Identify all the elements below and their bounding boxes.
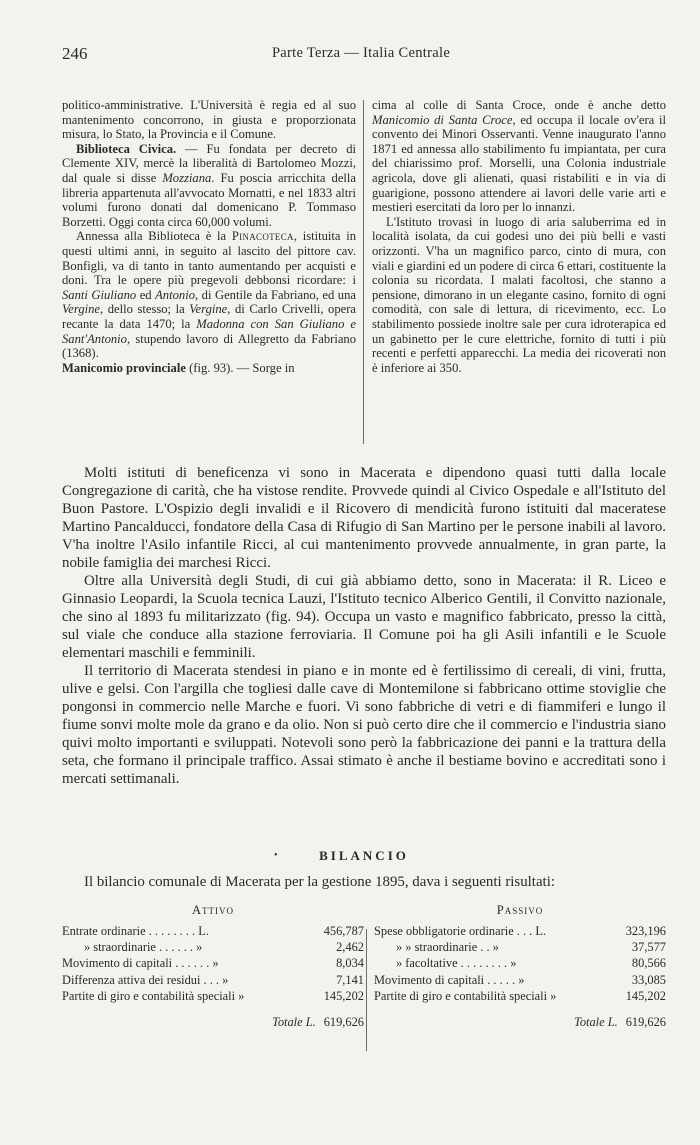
table-row: » facoltative . . . . . . . . » 80,566	[396, 956, 666, 971]
manicomio-paragraph-cont: cima al colle di Santa Croce, onde è anche detto Manicomio di Santa Croce, ed occupa il locale ov'era il convento dei Minori Osservanti. Venne inaugurato l'anno 1871 ed annessa allo stabilimento fu impiantata, per cura del chiarissimo prof. Morselli, una Colonia industriale agricola, dove gli alienati, quasi ristabiliti e in via di guarigione, possono attendere ai lavori delle varie arti e mestieri esercitati da loro per lo innanzi.	[372, 98, 666, 215]
manicomio-paragraph-start: Manicomio provinciale (fig. 93). — Sorge in	[62, 360, 295, 375]
manicomio-heading: Manicomio provinciale	[62, 360, 186, 375]
page-header	[62, 44, 660, 66]
table-row: » » straordinarie . . » 37,577	[396, 940, 666, 955]
table-row: » straordinarie . . . . . . » 2,462	[84, 940, 364, 955]
page-number: 246	[62, 44, 88, 63]
two-column-section	[62, 98, 666, 450]
table-divider	[366, 929, 367, 1051]
attivo-total: Totale L. 619,626	[272, 1014, 364, 1029]
bilancio-heading: BILANCIO	[319, 848, 409, 863]
left-column	[62, 98, 356, 375]
bilancio-intro: Il bilancio comunale di Macerata per la gestione 1895, dava i seguenti risultati:	[84, 874, 555, 890]
table-row: Partite di giro e contabilità speciali » 145,202	[62, 988, 364, 1003]
running-title: Parte Terza — Italia Centrale	[271, 45, 451, 61]
table-row: Movimento di capitali . . . . . » 33,085	[374, 972, 666, 987]
passivo-total: Totale L. 619,626	[574, 1014, 666, 1029]
istruzione-paragraph: Oltre alla Università degli Studi, di cui già abbiamo detto, sono in Macerata: il R. Liceo e Ginnasio Leopardi, la Scuola tecnica Lauzi, l'Istituto tecnico Alberico Gentili, il Convitto nazionale, che sino al 1893 fu militarizzato (fig. 94). Occupa un vasto e magnifico fabbricato, presso la città, sul viale che conduce alla stazione ferroviaria. Il Comune poi ha gli Asili infantili e le Scuole elementari maschili e femminili.	[62, 573, 666, 661]
attivo-heading: Attivo	[191, 903, 235, 917]
main-text	[62, 464, 666, 788]
university-paragraph: politico-amministrative. L'Università è regia ed al suo mantenimento concorrono, in giusta e proporzionata misura, lo Stato, la Provincia e il Comune.	[62, 98, 356, 142]
territorio-paragraph: Il territorio di Macerata stendesi in piano e in monte ed è fertilissimo di cereali, di vini, frutta, ulive e gelsi. Con l'argilla che togliesi dalle cave di Montemilone si fabbricano ottime stoviglie che pongonsi in commercio nelle Marche e fuori. Vi sono fabbriche di vetri e di fiammiferi e lungo il fiume sonvi molte mole da grano e da olio. Non si può certo dire che il commercio e l'industria siano quivi molto importanti e sviluppati. Notevoli sono però la fabbricazione dei panni e la trattura della seta, che formano il principale traffico. Assai stimato è anche il bestiame bovino e accreditati sono i mercati settimanali.	[62, 663, 666, 787]
table-row: Differenza attiva dei residui . . . » 7,141	[62, 972, 364, 987]
right-column	[372, 98, 666, 375]
passivo-column	[374, 903, 666, 1032]
table-row: Partite di giro e contabilità speciali » 145,202	[374, 988, 666, 1003]
pinacoteca-paragraph: Annessa alla Biblioteca è la Pinacoteca, istituita in questi ultimi anni, in seguito al lascito del pittore cav. Bonfigli, va di tanto in tanto aumentando per acquisti e doni. Tra le opere più pregevoli debbonsi ricordare: i Santi Giuliano ed Antonio, di Gentile da Fabriano, ed una Vergine, dello stesso; la Vergine, di Carlo Crivelli, opera recante la data 1470; la Madonna con San Giuliano e Sant'Antonio, stupendo lavoro di Allegretto da Fabriano (1368).	[62, 229, 357, 361]
table-row: Movimento di capitali . . . . . . » 8,034	[62, 956, 364, 971]
istituto-paragraph: L'Istituto trovasi in luogo di aria saluberrima ed in località isolata, da cui godesi uno dei più belli e vasti orizzonti. V'ha un magnifico parco, cinto di mura, con viali e giardini ed un podere di circa 6 ettari, costituente la colonia su ricordata. I malati facoltosi, che stanno a pensione, dimorano in un elegante casino, fornito di ogni comodità, con sale di lettura, di ricevimento, ecc. Lo stabilimento possiede inoltre sale per cura idroterapica ed un gabinetto per le cure elettriche, fornito di tutti i più recenti e perfetti apparecchi. La media dei ricoverati non è inferiore ai 350.	[372, 214, 666, 375]
beneficenza-paragraph: Molti istituti di beneficenza vi sono in Macerata e dipendono quasi tutti dalla locale Congregazione di carità, che ha vistose rendite. Provvede quindi al Civico Ospedale e all'Istituto del Buon Pastore. L'Ospizio degli invalidi e il Ricovero di mendicità furono istituiti dal maceratese Martino Pancalducci, fondatore della Casa di Rifugio di San Martino per le persone inabili al lavoro. V'ha inoltre l'Asilo infantile Ricci, al cui mantenimento provvede annualmente, in gran parte, la nobile famiglia dei marchesi Ricci.	[62, 465, 666, 571]
passivo-heading: Passivo	[496, 903, 544, 917]
attivo-column	[62, 903, 364, 1032]
biblioteca-heading: Biblioteca Civica.	[76, 141, 177, 156]
biblioteca-paragraph: Biblioteca Civica. — Fu fondata per decreto di Clemente XIV, mercè la liberalità di Bartolomeo Mozzi, dal quale si disse Mozziana. Fu poscia arricchita della libreria appartenuta all'avvocato Mornatti, e nel 1833 altri volumi furono donati dal domenicano P. Tommaso Borzetti. Oggi conta circa 60,000 volumi.	[62, 141, 356, 229]
column-divider	[363, 100, 364, 444]
table-row: Entrate ordinarie . . . . . . . . L. 456,787	[62, 924, 364, 938]
section-bullet: •	[274, 850, 278, 861]
table-row: Spese obbligatorie ordinarie . . . L. 323,196	[374, 924, 666, 938]
